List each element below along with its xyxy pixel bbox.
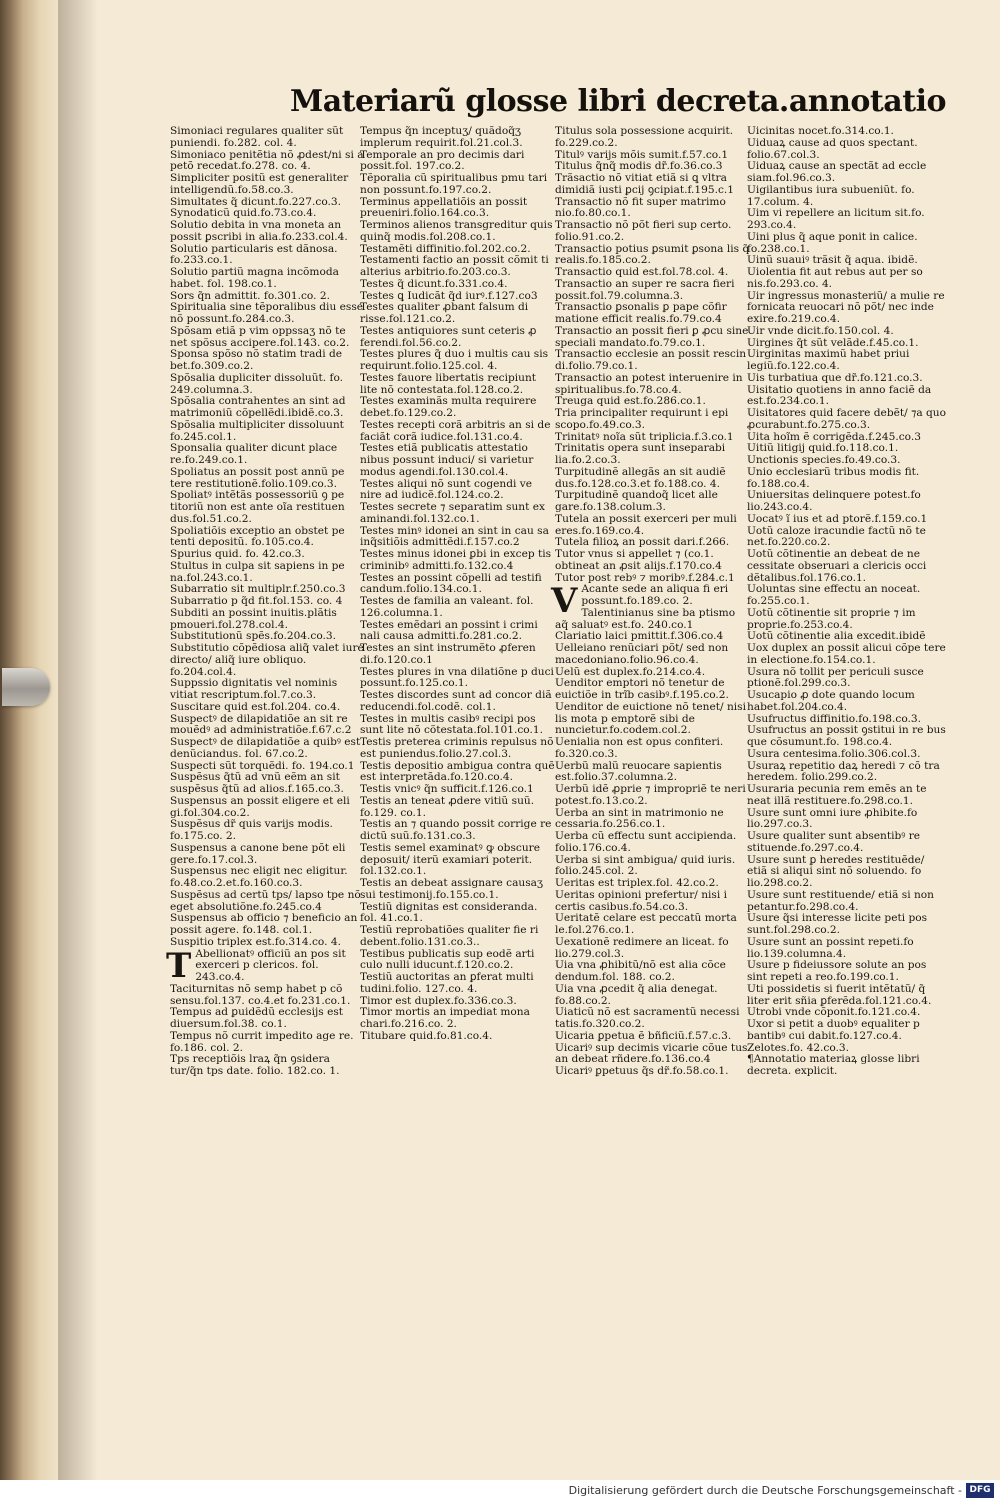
- index-entry: Usufructus diffinitio.fo.198.co.3.: [747, 712, 921, 725]
- index-entry: Tutor vnus si appellet ⁊ (co.1. obtineat an ꝓsit alijs.f.170.co.4: [555, 548, 722, 572]
- index-entry: Testes in multis casibꝰ recipi pos sunt lite nõ cõtestata.fol.101.co.1.: [360, 712, 543, 737]
- index-entry: Testis an ⁊ quando possit corrige re dictũ suũ.fo.131.co.3.: [360, 818, 552, 842]
- index-entry: Unctionis species.fo.49.co.3.: [747, 454, 901, 466]
- index-column-4: [747, 126, 947, 1078]
- index-entry: Testes qualiter ꝓbant falsum di risse.fol.121.co.2.: [360, 301, 529, 325]
- index-entry: Trãsactio nõ vitiat etiã si ꝗ vltra dimidiã iusti ꝑcij ꝯcipiat.f.195.c.1: [555, 172, 735, 196]
- index-entry: Transactio quid est.fol.78.col. 4.: [555, 266, 729, 278]
- index-entry: Transactio an super re sacra fieri possit.fol.79.columna.3.: [555, 277, 735, 302]
- index-entry: Uim vi repellere an licitum sit.fo. 293.co.4.: [747, 207, 925, 231]
- index-entry: Uir vnde dicit.fo.150.col. 4.: [747, 324, 894, 337]
- index-entry: Titulus sola possessione acquirit. fo.229.co.2.: [555, 125, 734, 149]
- index-entry: Suspensus a canone bene põt eli gere.fo.17.col.3.: [170, 841, 346, 866]
- index-entry: Uitiũ litigij quid.fo.118.co.1.: [747, 442, 899, 455]
- index-entry: Uenialia non est opus confiteri. fo.320.co.3.: [555, 736, 724, 760]
- index-entry: Uita hoĩm ẽ corrigẽda.f.245.co.3: [747, 430, 921, 443]
- index-entry: V Acante sede an aliqua fi eri possunt.fo.189.co. 2.: [551, 581, 729, 622]
- index-entry: Talentinianus sine ba ptismo aq̃ saluatꝰ est.fo. 240.co.1: [555, 606, 736, 631]
- index-entry: Testiũ dignitas est consideranda. fol. 41.co.1.: [360, 900, 538, 925]
- index-entry: Usure sunt omni iure ꝓhibite.fo lio.297.co.3.: [747, 806, 918, 831]
- index-entry: Testes etiã publicatis attestatio nibus possunt induci/ si varietur modus agendi.fol.130.col.4.: [360, 442, 534, 478]
- index-entry: Uirginitas maximũ habet priui legiũ.fo.122.co.4.: [747, 348, 910, 372]
- index-entry: Usufructus an possit ꝯstitui in re bus que cõsumunt.fo. 198.co.4.: [747, 724, 946, 748]
- index-entry: Suspectꝰ de dilapidatiõe an sit re mouẽdꝰ ad administratiõe.f.67.c.2: [170, 712, 352, 737]
- index-entry: Temporale an pro decimis dari possit.fol. 197.co.2.: [360, 148, 525, 173]
- index-entry: Uinũ suauiꝰ trãsit q̃ aqua. ibidẽ.: [747, 254, 918, 267]
- index-entry: Usuraria pecunia rem emẽs an te neat illã restituere.fo.298.co.1.: [747, 783, 927, 807]
- index-entry: Testes recepti corã arbitris an si de faciãt corã iudice.fol.131.co.4.: [360, 418, 551, 443]
- index-entry: Spõsalia contrahentes an sint ad matrimoniũ cõpellẽdi.ibidẽ.co.3.: [170, 395, 346, 419]
- index-entry: Testes secrete ⁊ separatim sunt ex aminandi.fol.132.co.1.: [360, 501, 545, 525]
- index-entry: Uotũ cõtinentie sit proprie ⁊ im proprie.fo.253.co.4.: [747, 606, 916, 631]
- index-entry: Uiolentia fit aut rebus aut per so nis.fo.293.co. 4.: [747, 266, 923, 290]
- dfg-logo: DFG: [966, 1483, 994, 1498]
- index-entry: Subditi an possint inuitis.plãtis pmoueri.fol.278.col.4.: [170, 606, 337, 631]
- initial-letter: V: [551, 581, 578, 622]
- index-column-2: [360, 126, 555, 1043]
- index-entry: Uti possidetis si fuerit intẽtatũ/ q̃ liter erit sñia ꝑferẽda.fol.121.co.4.: [747, 982, 932, 1007]
- index-entry: Utrobi vnde cõponit.fo.121.co.4.: [747, 1006, 921, 1019]
- page-title: Materiarũ glosse libri decreta.annotatio: [290, 84, 946, 119]
- index-entry: Suspitio triplex est.fo.314.co. 4.: [170, 935, 341, 948]
- index-entry: Transactio ecclesie an possit rescin di.folio.79.co.1.: [555, 348, 747, 372]
- index-entry: Uoluntas sine effectu an noceat. fo.255.co.1.: [747, 583, 921, 607]
- footer-bar: [0, 1480, 1000, 1503]
- index-entry: Suspensus an possit eligere et eli gi.fol.304.co.2.: [170, 794, 350, 819]
- index-entry: Spõsam etiã p vim oppssaʒ nõ te net spõsus accipere.fol.143. co.2.: [170, 324, 350, 349]
- index-entry: Testis semel examinatꝰ ꝙ obscure deposuit/ iterũ examiari poterit. fol.132.co.1.: [360, 841, 540, 878]
- index-entry: Uigilantibus iura subueniũt. fo. 17.colum. 4.: [747, 183, 915, 208]
- index-entry: Suspensus ab officio ⁊ beneficio an possit agere. fo.148. col.1.: [170, 912, 358, 936]
- index-entry: Suspectꝰ de dilapidatiõe a quibꝰ est denũciandus. fol. 67.co.2.: [170, 736, 361, 760]
- index-entry: Usure q̃si interesse licite peti pos sunt.fol.298.co.2.: [747, 912, 928, 936]
- index-entry: Uia vna ꝓhibitũ/nõ est alia cõce dendum.fol. 188. co.2.: [555, 959, 726, 983]
- index-entry: Usure qualiter sunt absentibꝰ re stituende.fo.297.co.4.: [747, 830, 921, 854]
- index-entry: Uerba an sint in matrimonio ne cessaria.fo.256.co.1.: [555, 806, 724, 831]
- index-entry: Sponsalia qualiter dicunt place re.fo.249.co.1.: [170, 442, 338, 466]
- index-entry: Testis an debeat assignare causaʒ sui testimonij.fo.155.co.1.: [360, 877, 543, 901]
- index-entry: Uotũ cõtinentie alia excedit.ibidẽ: [747, 630, 926, 643]
- index-entry: Synodaticũ quid.fo.73.co.4.: [170, 207, 317, 220]
- index-entry: Trinitatis opera sunt inseparabi lia.fo.2.co.3.: [555, 442, 726, 466]
- index-entry: Uia vna ꝓcedit q̃ alia denegat. fo.88.co.2.: [555, 982, 718, 1007]
- index-entry: Titulus q̃nq̃ modis dr̃.fo.36.co.3: [555, 160, 723, 173]
- index-entry: Testes an sint instrumẽto ꝓferen di.fo.120.co.1: [360, 642, 536, 666]
- index-entry: Timor est duplex.fo.336.co.3.: [360, 994, 517, 1007]
- index-entry: Uicariꝰ sup decimis vicarie cõue tus an debeat rñdere.fo.136.co.4: [555, 1041, 748, 1066]
- index-entry: Testamẽti diffinitio.fol.202.co.2.: [360, 242, 531, 255]
- index-entry: Simoniaci regulares qualiter sũt puniendi. fo.282. col. 4.: [170, 125, 344, 149]
- index-entry: Uerbũ idẽ ꝓprie ⁊ impropriẽ te neri potest.fo.13.co.2.: [555, 783, 746, 807]
- index-entry: Testes fauore libertatis recipiunt lite nõ contestata.fol.128.co.2.: [360, 371, 537, 396]
- index-entry: Substitutionũ spẽs.fo.204.co.3.: [170, 630, 337, 643]
- index-entry: Uini plus q̃ aque ponit in calice. fo.238.co.1.: [747, 230, 918, 255]
- index-entry: Uicariꝰ ꝑpetuus q̃s dr̃.fo.58.co.1.: [555, 1065, 729, 1077]
- index-entry: Terminos alienos transgreditur quis quinq̃ modis.fol.208.co.1.: [360, 219, 553, 243]
- index-entry: Suscitare quid est.fol.204. co.4.: [170, 700, 341, 713]
- index-entry: Titubare quid.fo.81.co.4.: [360, 1029, 493, 1042]
- index-entry: Tutela filioꝝ an possit dari.f.266.: [555, 536, 730, 549]
- index-entry: Uisitatio quotiens in anno faciẽ da est.fo.234.co.1.: [747, 383, 932, 408]
- index-entry: Transactio an potest interuenire in spiritualibus.fo.78.co.4.: [555, 371, 743, 396]
- index-entry: Testes an possint cõpelli ad testifi candum.folio.134.co.1.: [360, 571, 542, 596]
- index-entry: Uisitatores quid facere debẽt/ ⁊a quo ꝓcurabunt.fo.275.co.3.: [747, 407, 946, 431]
- index-entry: Uotũ caloze iracundie factũ nõ te net.fo.220.co.2.: [747, 524, 926, 549]
- index-entry: Usure sunt restituende/ etiã si non petantur.fo.298.co.4.: [747, 888, 934, 913]
- initial-letter: T: [166, 945, 192, 986]
- index-entry: Sponsa spõso nõ statim tradi de bet.fo.309.co.2.: [170, 348, 342, 372]
- index-entry: Usucapio ꝓ dote quando locum habet.fol.204.co.4.: [747, 689, 915, 713]
- index-entry: Uis turbatiua que dr̃.fo.121.co.3.: [747, 371, 923, 384]
- index-entry: Turpitudinẽ quandoq̃ licet alle gare.fo.138.colum.3.: [555, 489, 718, 513]
- index-entry: Tempus ad ꝑuidẽdũ ecclesijs est diuersum.fol.38. co.1.: [170, 1006, 344, 1030]
- index-entry: Transactio an possit fieri ꝑ ꝓcu sine speciali mandato.fo.79.co.1.: [555, 324, 749, 349]
- index-entry: Testes plures in vna dilatiõne p duci possunt.fo.125.co.1.: [360, 665, 554, 690]
- footer-credit: Digitalisierung gefördert durch die Deutsche Forschungsgemeinschaft -: [568, 1484, 962, 1497]
- index-entry: Solutio debita in vna moneta an possit ꝑscribi in alia.fo.233.col.4.: [170, 219, 348, 243]
- index-entry: Spiritualia sine tẽporalibus diu esse nõ possunt.fo.284.co.3.: [170, 301, 364, 325]
- index-entry: Tutor post rebꝰ ⁊ moribꝰ.f.284.c.1: [555, 571, 735, 584]
- index-entry: Uerba si sint ambigua/ quid iuris. folio.245.col. 2.: [555, 853, 736, 878]
- index-entry: Subarratio p q̃d fit.fol.153. co. 4: [170, 595, 343, 607]
- index-entry: ¶Annotatio materiaꝝ glosse libri decreta. explicit.: [747, 1053, 920, 1077]
- index-entry: Uxor si petit a duobꝰ equaliter p bantibꝰ cui dabit.fo.127.co.4.: [747, 1018, 920, 1042]
- index-entry: Testes examinãs multa requirere debet.fo.129.co.2.: [360, 395, 537, 419]
- index-entry: Tempus nõ currit impedito age re. fo.186. col. 2.: [170, 1029, 354, 1054]
- index-entry: Uniuersitas delinquere potest.fo lio.243.co.4.: [747, 489, 921, 513]
- index-entry: Testes de familia an valeant. fol. 126.columna.1.: [360, 595, 534, 619]
- index-entry: Subarratio sit multiplr.f.250.co.3: [170, 583, 346, 596]
- index-entry: Transactio ꝑsonalis ꝑ pape cõfir matione efficit realis.fo.79.co.4: [555, 301, 727, 325]
- index-entry: Simultates q̃ dicunt.fo.227.co.3.: [170, 195, 341, 208]
- index-entry: Suspẽsus dr̃ quis varijs modis. fo.175.co. 2.: [170, 818, 333, 842]
- index-entry: Usure sunt ꝑ heredes restituẽde/ etiã si aliqui sint nõ soluendo. fo lio.298.co.2.: [747, 853, 925, 889]
- index-entry: Uicaria ꝑpetua ẽ bñficiũ.f.57.c.3.: [555, 1029, 732, 1042]
- index-entry: Transactio nõ põt fieri sup certo. folio.91.co.2.: [555, 219, 732, 243]
- index-entry: Uerbũ malũ reuocare sapientis est.folio.37.columna.2.: [555, 759, 722, 784]
- index-entry: Testes minus idonei ꝑbi in excep tis criminibꝰ admitti.fo.132.co.4: [360, 548, 552, 572]
- index-entry: Testes ꝗ Iudicãt q̃d iurꝰ.f.127.co3: [360, 289, 538, 302]
- index-entry: Testes q̃ dicunt.fo.331.co.4.: [360, 277, 508, 290]
- index-entry: Suspẽsus q̃tũ ad vnũ eẽm an sit suspẽsus q̃tũ ad alios.f.165.co.3.: [170, 771, 344, 795]
- index-entry: Suppssio dignitatis vel nominis vitiat rescriptum.fol.7.co.3.: [170, 677, 338, 701]
- index-entry: Timor mortis an impediat mona chari.fo.216.co. 2.: [360, 1006, 530, 1030]
- index-entry: Uir ingressus monasteriũ/ a mulie re fornicata reuocari nõ põt/ nec inde exire.fo.219.co.4.: [747, 289, 945, 325]
- index-entry: Uenditor emptori nõ tenetur de euictiõe in trĩb casibꝰ.f.195.co.2.: [555, 677, 729, 701]
- index-entry: Simoniaco penitẽtia nõ ꝓdest/ni si a petõ recedat.fo.278. co. 4.: [170, 148, 364, 173]
- index-entry: Spurius quid. fo. 42.co.3.: [170, 548, 305, 560]
- index-entry: Tutela an possit exerceri per muli eres.fo.169.co.4.: [555, 512, 737, 537]
- index-entry: Usure sunt an possint repeti.fo lio.139.columna.4.: [747, 935, 914, 960]
- index-entry: Simpliciter positũ est generaliter intelligendũ.fo.58.co.3.: [170, 172, 349, 196]
- index-entry: Testes discordes sunt ad concor diã reducendi.fol.codẽ. col.1.: [360, 689, 552, 713]
- index-entry: Uicinitas nocet.fo.314.co.1.: [747, 125, 894, 137]
- index-entry: Spõsalia dupliciter dissoluũt. fo. 249.columna.3.: [170, 371, 343, 396]
- index-entry: Testiũ auctoritas an ꝑferat multi tudini.folio. 127.co. 4.: [360, 971, 534, 995]
- index-entry: Spoliatiõis exceptio an obstet pe tenti depositũ. fo.105.co.4.: [170, 524, 345, 549]
- index-entry: Uenditor de euictione nõ tenet/ nisi lis mota p emptorẽ sibi de nuncietur.fo.codem.col.2.: [555, 700, 746, 737]
- index-entry: Solutio particularis est dãnosa. fo.233.co.1.: [170, 242, 338, 267]
- index-entry: Usuraꝝ repetitio daꝝ heredi ⁊ cõ tra heredem. folio.299.co.2.: [747, 759, 940, 784]
- index-entry: Suspecti sũt torquẽdi. fo. 194.co.1: [170, 759, 355, 772]
- index-entry: Terminus appellatiõis an possit preueniri.folio.164.co.3.: [360, 195, 528, 220]
- gutter-shadow: [58, 0, 98, 1480]
- index-entry: Uelleiano renũciari põt/ sed non macedoniano.folio.96.co.4.: [555, 642, 729, 666]
- index-entry: Spoliatus an possit post annũ pe tere restitutionẽ.folio.109.co.3.: [170, 465, 345, 490]
- index-entry: Ueritas opinioni prefertur/ nisi i certis casibus.fo.54.co.3.: [555, 888, 727, 913]
- index-entry: Unio ecclesiarũ tribus modis fit. fo.188.co.4.: [747, 465, 920, 490]
- book-edge: [0, 0, 58, 1480]
- index-entry: Tempus q̃n inceptuʒ/ quãdoq̃ʒ implerum requirit.fol.21.col.3.: [360, 125, 523, 149]
- index-entry: Tps receptiõis lraꝝ q̃n ꝯsidera tur/q̃n tps date. folio. 182.co. 1.: [170, 1053, 340, 1077]
- index-entry: Testiũ reprobatiões qualiter fie ri debent.folio.131.co.3..: [360, 924, 539, 948]
- index-entry: Solutio partiũ magna incõmoda habet. fol. 198.co.1.: [170, 266, 339, 290]
- index-entry: Suspẽsus ad certũ tps/ lapso tpe nõ eget absolutiõne.fo.245.co.4: [170, 888, 361, 913]
- index-entry: Sors q̃n admittit. fo.301.co. 2.: [170, 289, 330, 302]
- index-entry: Taciturnitas nõ semp habet p cõ sensu.fol.137. co.4.et fo.231.co.1.: [170, 982, 351, 1007]
- index-entry: T Abellionatꝰ officiũ an pos sit exerceri p clericos. fol. 243.co.4.: [166, 945, 346, 986]
- index-entry: Testis preterea criminis repulsus nõ est puniendus.folio.27.col.3.: [360, 736, 554, 760]
- index-entry: Uotũ cõtinentie an debeat de ne cessitate obseruari a clericis occi dẽtalibus.fol.176.co.1.: [747, 548, 927, 584]
- index-entry: Uiduaꝝ cause ad quos spectant. folio.67.col.3.: [747, 136, 918, 161]
- index-entry: Testes antiquiores sunt ceteris ꝓ ferendi.fol.56.co.2.: [360, 324, 537, 349]
- index-entry: Ueritatẽ celare est peccatũ morta le.fol.276.co.1.: [555, 912, 737, 936]
- index-entry: Clariatio laici pmittit.f.306.co.4: [555, 630, 724, 643]
- index-entry: Spoliatꝰ intẽtãs possessoriũ ꝯ pe titoriũ non est ante oĩa restituen dus.fol.51.co.2.: [170, 489, 345, 525]
- index-entry: Trinitatꝰ noĩa sũt triplicia.f.3.co.1: [555, 430, 734, 443]
- index-entry: Uexationẽ redimere an liceat. fo lio.279.col.3.: [555, 935, 729, 960]
- index-entry: Uocatꝰ ĩ ius et ad ptorẽ.f.159.co.1: [747, 512, 928, 525]
- index-entry: Usura nõ tollit per periculi susce ptionẽ.fol.299.co.3.: [747, 665, 924, 690]
- index-entry: Uelũ est duplex.fo.214.co.4.: [555, 665, 706, 678]
- index-entry: Turpitudinẽ allegãs an sit audiẽ dus.fo.128.co.3.et fo.188.co. 4.: [555, 465, 726, 490]
- index-entry: Testes minꝰ idonei an sint in cau sa inq̃sitiõis admittẽdi.f.157.co.2: [360, 524, 549, 549]
- index-entry: Uox duplex an possit alicui cõpe tere in electione.fo.154.co.1.: [747, 642, 946, 666]
- index-entry: Ueritas est triplex.fol. 42.co.2.: [555, 877, 719, 889]
- index-entry: Transactio nõ fit super matrimo nio.fo.80.co.1.: [555, 195, 726, 220]
- index-column-3: [551, 125, 750, 1078]
- index-column-1: [166, 125, 365, 1078]
- index-entry: Testis depositio ambigua contra quẽ est interpretãda.fo.120.co.4.: [360, 759, 555, 784]
- index-entry: Suspensus nec eligit nec eligitur. fo.48.co.2.et.fo.160.co.3.: [170, 865, 348, 889]
- index-entry: Uiduaꝝ cause an spectãt ad eccle siam.fol.96.co.3.: [747, 160, 927, 184]
- index-entry: Zelotes.fo. 42.co.3.: [747, 1041, 850, 1054]
- index-entry: Testamenti factio an possit cõmit ti alterius arbitrio.fo.203.co.3.: [360, 254, 549, 278]
- index-entry: Spõsalia multipliciter dissoluunt fo.245.col.1.: [170, 418, 344, 443]
- index-entry: Testibus publicatis sup eodẽ arti culo nulli iducunt.f.120.co.2.: [360, 947, 535, 972]
- index-entry: Tẽporalia cũ spiritualibus pmu tari non possunt.fo.197.co.2.: [360, 172, 548, 196]
- index-entry: Substitutio cõpẽdiosa aliq̃ valet iure directo/ aliq̃ iure obliquo. fo.204.col.4.: [170, 642, 364, 678]
- index-entry: Testis vnicꝰ q̃n sufficit.f.126.co.1: [360, 783, 534, 795]
- index-entry: Usure p fideiussore solute an pos sint repeti a reo.fo.199.co.1.: [747, 959, 927, 983]
- index-entry: Testis an teneat ꝓdere vitiũ suũ. fo.129. co.1.: [360, 794, 535, 819]
- index-entry: Tria principaliter requirunt i epi scopo.fo.49.co.3.: [555, 407, 729, 431]
- index-entry: Titulꝰ varijs mõis sumit.f.57.co.1: [555, 148, 729, 161]
- index-entry: Testes aliqui nõ sunt cogendi ve nire ad iudicẽ.fol.124.co.2.: [360, 477, 532, 502]
- index-entry: Uirgines q̃t sũt velãde.f.45.co.1.: [747, 336, 919, 349]
- index-entry: Uiaticũ nõ est sacramentũ necessi tatis.fo.320.co.2.: [555, 1006, 740, 1030]
- index-entry: Testes emẽdari an possint i crimi nali causa admitti.fo.281.co.2.: [360, 618, 538, 643]
- index-entry: Treuga quid est.fo.286.co.1.: [555, 395, 706, 408]
- index-entry: Uerba cũ effectu sunt accipienda. folio.176.co.4.: [555, 830, 737, 854]
- index-entry: Usura centesima.folio.306.col.3.: [747, 747, 921, 760]
- index-entry: Testes plures q̃ duo i multis cau sis requirunt.folio.125.col. 4.: [360, 348, 549, 372]
- page-clip: [2, 668, 50, 706]
- index-entry: Stultus in culpa sit sapiens in pe na.fol.243.co.1.: [170, 559, 345, 584]
- index-entry: Transactio potius ꝑsumit ꝑsona lis q̃ realis.fo.185.co.2.: [555, 242, 750, 267]
